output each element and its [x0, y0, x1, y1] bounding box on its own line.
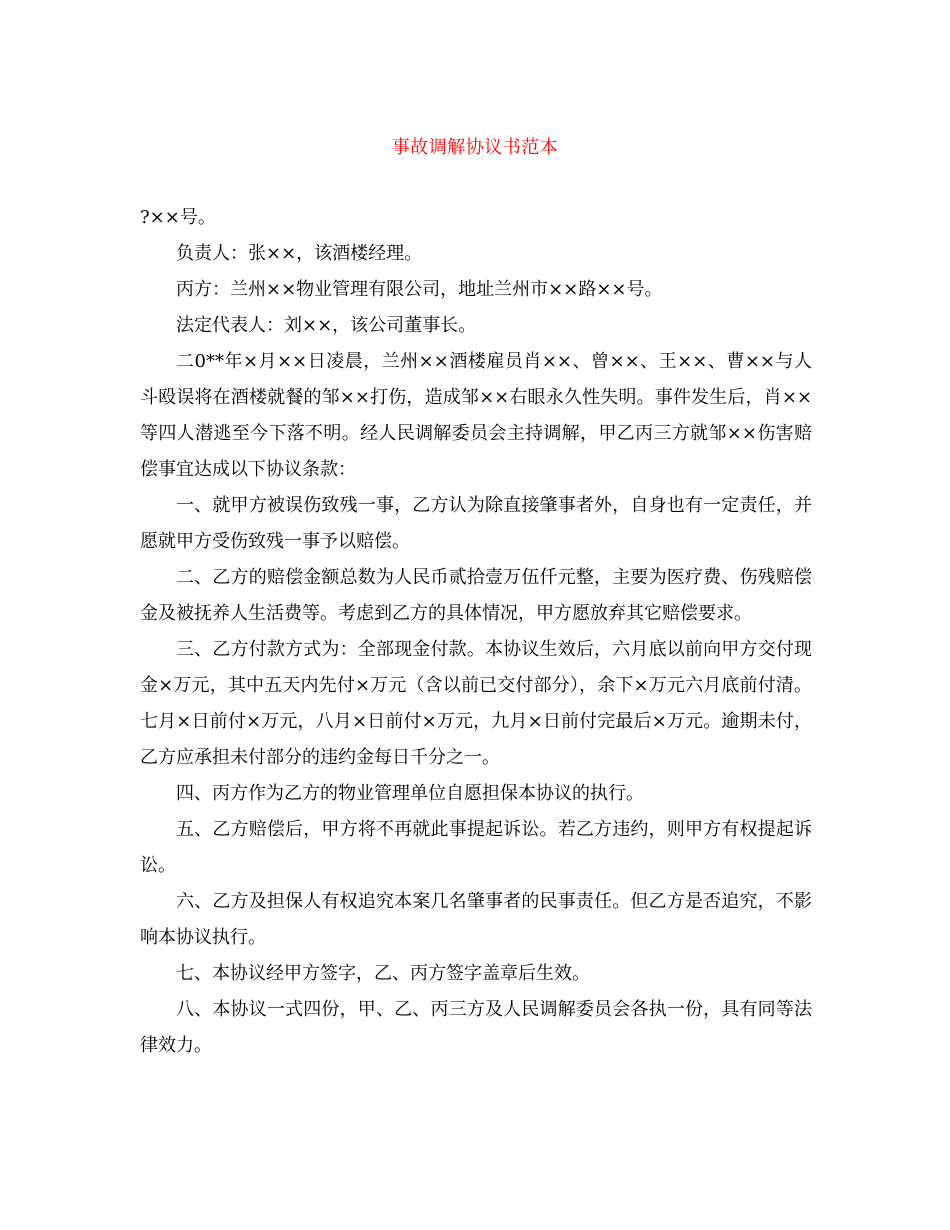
paragraph-clause-7: 七、本协议经甲方签字，乙、丙方签字盖章后生效。 — [176, 963, 590, 984]
document-title: 事故调解协议书范本 — [391, 137, 559, 158]
paragraph-clause-5: 五、乙方赔偿后，甲方将不再就此事提起诉讼。若乙方违约，则甲方有权提起诉讼。 — [140, 819, 812, 876]
paragraph-clause-6: 六、乙方及担保人有权追究本案几名肇事者的民事责任。但乙方是否追究，不影响本协议执行。 — [140, 891, 812, 948]
document-body — [140, 200, 812, 1064]
paragraph-party-c: 丙方：兰州××物业管理有限公司，地址兰州市××路××号。 — [176, 279, 663, 300]
paragraph-clause-1: 一、就甲方被误伤致残一事，乙方认为除直接肇事者外，自身也有一定责任，并愿就甲方受伤致残一事予以赔偿。 — [140, 495, 812, 552]
paragraph-incident-description: 二0**年×月××日凌晨，兰州××酒楼雇员肖××、曾××、王××、曹××与人斗殴误将在酒楼就餐的邹××打伤，造成邹××右眼永久性失明。事件发生后，肖××等四人潜逃至今下落不明。经人民调解委员会主持调解，甲乙丙三方就邹××伤害赔偿事宜达成以下协议条款： — [140, 351, 812, 480]
paragraph-clause-8: 八、本协议一式四份，甲、乙、丙三方及人民调解委员会各执一份，具有同等法律效力。 — [140, 999, 812, 1056]
paragraph-clause-3: 三、乙方付款方式为：全部现金付款。本协议生效后，六月底以前向甲方交付现金×万元，其中五天内先付×万元（含以前已交付部分），余下×万元六月底前付清。七月×日前付×万元，八月×日前付×万元，九月×日前付完最后×万元。逾期未付，乙方应承担未付部分的违约金每日千分之一。 — [140, 639, 812, 768]
paragraph-clause-2: 二、乙方的赔偿金额总数为人民币贰拾壹万伍仟元整，主要为医疗费、伤残赔偿金及被抚养人生活费等。考虑到乙方的具体情况，甲方愿放弃其它赔偿要求。 — [140, 567, 812, 624]
paragraph-reference-number: ?××号。 — [140, 207, 216, 228]
paragraph-legal-representative: 法定代表人：刘××，该公司董事长。 — [176, 315, 477, 336]
paragraph-responsible-person: 负责人：张××，该酒楼经理。 — [176, 243, 423, 264]
paragraph-clause-4: 四、丙方作为乙方的物业管理单位自愿担保本协议的执行。 — [176, 783, 644, 804]
